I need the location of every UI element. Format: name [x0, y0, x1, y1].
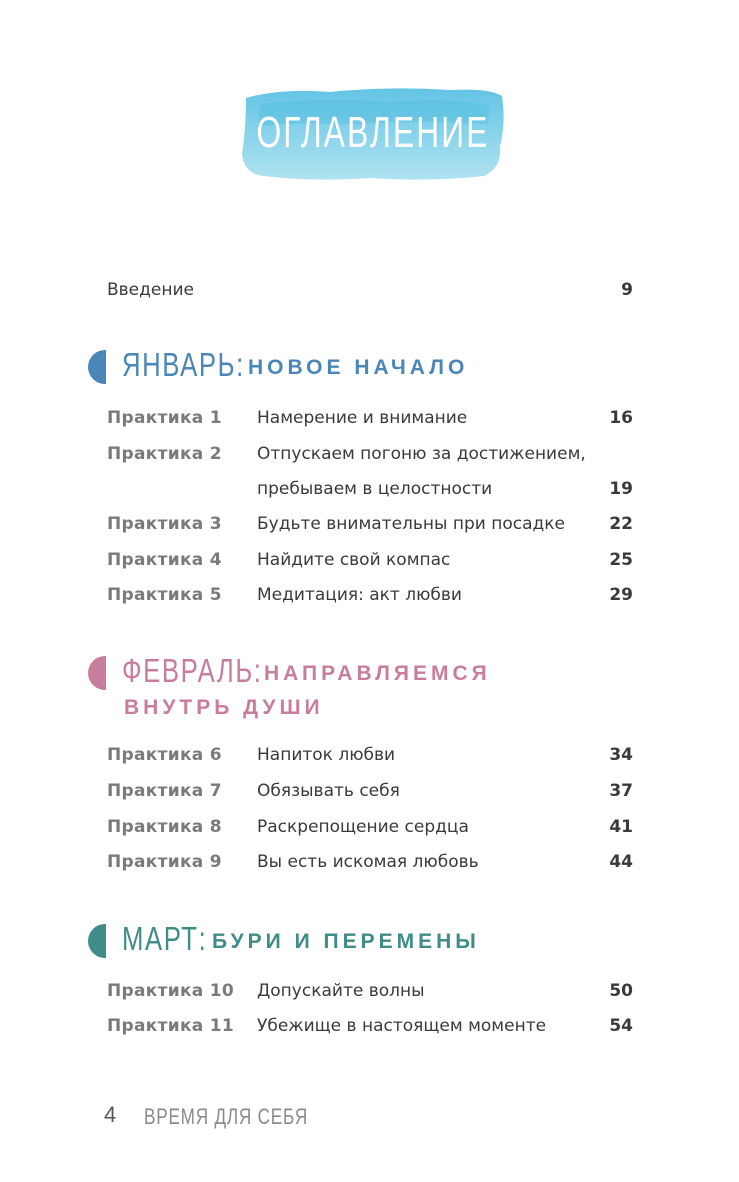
practice-number: Практика 10	[107, 981, 235, 1001]
toc-intro-row[interactable]	[107, 280, 633, 304]
page-number: 25	[609, 550, 633, 570]
page-number: 19	[609, 479, 633, 499]
practice-number: Практика 1	[107, 408, 222, 428]
page-number: 29	[609, 585, 633, 605]
practice-title: Найдите свой компас	[257, 550, 451, 570]
chapter-subtitle: НОВОЕ НАЧАЛО	[248, 356, 469, 379]
practice-title: Допускайте волны	[257, 981, 425, 1001]
toc-title-block	[240, 84, 506, 182]
toc-entry[interactable]	[107, 550, 633, 574]
toc-entry[interactable]	[107, 444, 633, 468]
practice-title: Вы есть искомая любовь	[257, 852, 479, 872]
toc-entry[interactable]	[107, 745, 633, 769]
practice-number: Практика 8	[107, 817, 222, 837]
page-number: 50	[609, 981, 633, 1001]
practice-title: Убежище в настоящем моменте	[257, 1016, 547, 1036]
chapter-month: ЯНВАРЬ:	[122, 346, 245, 383]
intro-label: Введение	[107, 280, 194, 300]
chapter-subtitle-line2: ВНУТРЬ ДУШИ	[124, 696, 324, 719]
page-number: 22	[609, 514, 633, 534]
page-number: 37	[609, 781, 633, 801]
practice-number: Практика 6	[107, 745, 222, 765]
practice-title: Намерение и внимание	[257, 408, 468, 428]
practice-title-line2: пребываем в целостности	[257, 479, 493, 499]
footer-book-title: ВРЕМЯ ДЛЯ СЕБЯ	[144, 1104, 309, 1129]
toc-entry[interactable]	[107, 1016, 633, 1040]
page-number: 16	[609, 408, 633, 428]
practice-number: Практика 2	[107, 444, 222, 464]
practice-title: Отпускаем погоню за достижением,	[257, 444, 586, 464]
practice-number: Практика 3	[107, 514, 222, 534]
page-title: ОГЛАВЛЕНИЕ	[256, 108, 490, 157]
practice-title: Раскрепощение сердца	[257, 817, 469, 837]
intro-page: 9	[621, 280, 633, 300]
page-number: 34	[609, 745, 633, 765]
footer-page-number: 4	[104, 1102, 117, 1127]
half-circle-icon	[88, 656, 106, 690]
half-circle-icon	[88, 350, 106, 384]
toc-entry[interactable]	[107, 781, 633, 805]
practice-number: Практика 7	[107, 781, 222, 801]
page-number: 44	[609, 852, 633, 872]
toc-entry[interactable]	[107, 981, 633, 1005]
page-number: 54	[609, 1016, 633, 1036]
chapter-subtitle: БУРИ И ПЕРЕМЕНЫ	[212, 930, 480, 953]
chapter-month: ФЕВРАЛЬ:	[122, 652, 263, 689]
toc-entry[interactable]	[107, 514, 633, 538]
practice-title: Обязывать себя	[257, 781, 400, 801]
practice-number: Практика 11	[107, 1016, 235, 1036]
practice-title: Напиток любви	[257, 745, 396, 765]
practice-number: Практика 9	[107, 852, 222, 872]
toc-entry[interactable]	[107, 408, 633, 432]
chapter-month: МАРТ:	[122, 920, 208, 957]
toc-entry[interactable]	[107, 852, 633, 876]
toc-entry[interactable]	[107, 585, 633, 609]
half-circle-icon	[88, 924, 106, 958]
practice-title: Медитация: акт любви	[257, 585, 462, 605]
toc-entry-continuation[interactable]	[107, 479, 633, 503]
practice-title: Будьте внимательны при посадке	[257, 514, 565, 534]
practice-number: Практика 4	[107, 550, 222, 570]
chapter-subtitle: НАПРАВЛЯЕМСЯ	[264, 662, 491, 685]
toc-entry[interactable]	[107, 817, 633, 841]
page-number: 41	[609, 817, 633, 837]
practice-number: Практика 5	[107, 585, 222, 605]
